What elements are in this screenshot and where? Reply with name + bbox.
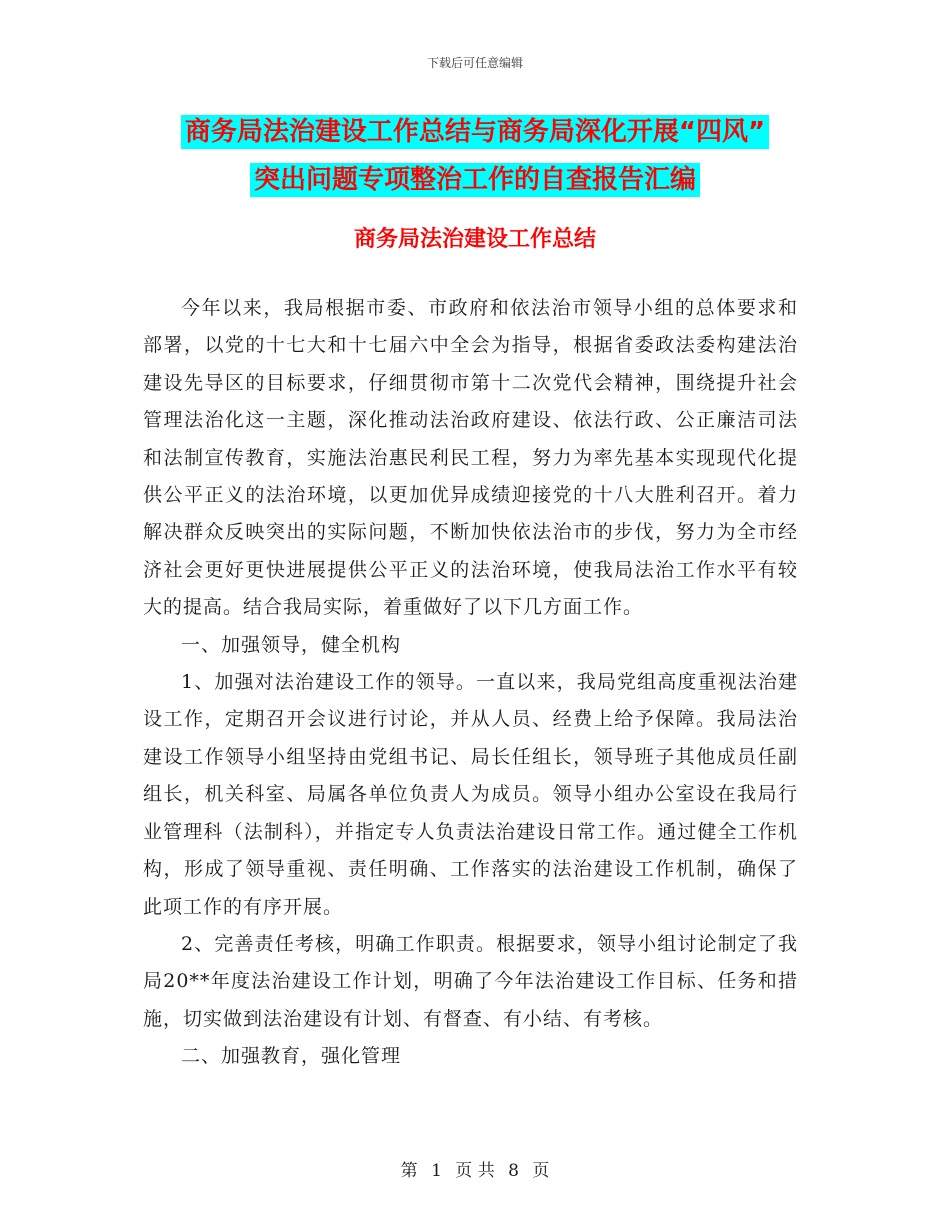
paragraph-1-2: 2、完善责任考核，明确工作职责。根据要求，领导小组讨论制定了我局20**年度法治建设工作计划，明确了今年法治建设工作目标、任务和措施，切实做到法治建设有计划、有督查、有小结、有考核。 — [143, 932, 798, 1030]
document-title — [0, 108, 950, 204]
heading-2: 二、加强教育，强化管理 — [181, 1045, 402, 1068]
document-body — [143, 290, 798, 1076]
heading-1: 一、加强领导，健全机构 — [181, 633, 402, 656]
paragraph-intro: 今年以来，我局根据市委、市政府和依法治市领导小组的总体要求和部署，以党的十七大和十七届六中全会为指导，根据省委政法委构建法治建设先导区的目标要求，仔细贯彻市第十二次党代会精神，围绕提升社会管理法治化这一主题，深化推动法治政府建设、依法行政、公正廉洁司法和法制宣传教育，实施法治惠民利民工程，努力为率先基本实现现代化提供公平正义的法治环境，以更加优异成绩迎接党的十八大胜利召开。着力解决群众反映突出的实际问题，不断加快依法治市的步伐，努力为全市经济社会更好更快进展提供公平正义的法治环境，使我局法治工作水平有较大的提高。结合我局实际，着重做好了以下几方面工作。 — [143, 297, 798, 619]
footer-suffix: 页 — [532, 1161, 550, 1181]
footer-page-number: 1 — [431, 1161, 442, 1181]
page-footer — [0, 1156, 950, 1181]
paragraph-1-1: 1、加强对法治建设工作的领导。一直以来，我局党组高度重视法治建设工作，定期召开会议进行讨论，并从人员、经费上给予保障。我局法治建设工作领导小组坚持由党组书记、局长任组长，领导班子其他成员任副组长，机关科室、局属各单位负责人为成员。领导小组办公室设在我局行业管理科（法制科），并指定专人负责法治建设日常工作。通过健全工作机构，形成了领导重视、责任明确、工作落实的法治建设工作机制，确保了此项工作的有序开展。 — [143, 671, 798, 918]
header-note: 下载后可任意编辑 — [426, 56, 523, 70]
title-line-2: 突出问题专项整治工作的自查报告汇编 — [250, 163, 700, 197]
footer-prefix: 第 — [400, 1161, 418, 1181]
footer-mid: 页 共 — [455, 1161, 495, 1181]
title-line-1: 商务局法治建设工作总结与商务局深化开展“四风” — [181, 115, 769, 149]
footer-page-total: 8 — [508, 1161, 519, 1181]
section-title: 商务局法治建设工作总结 — [353, 227, 596, 252]
